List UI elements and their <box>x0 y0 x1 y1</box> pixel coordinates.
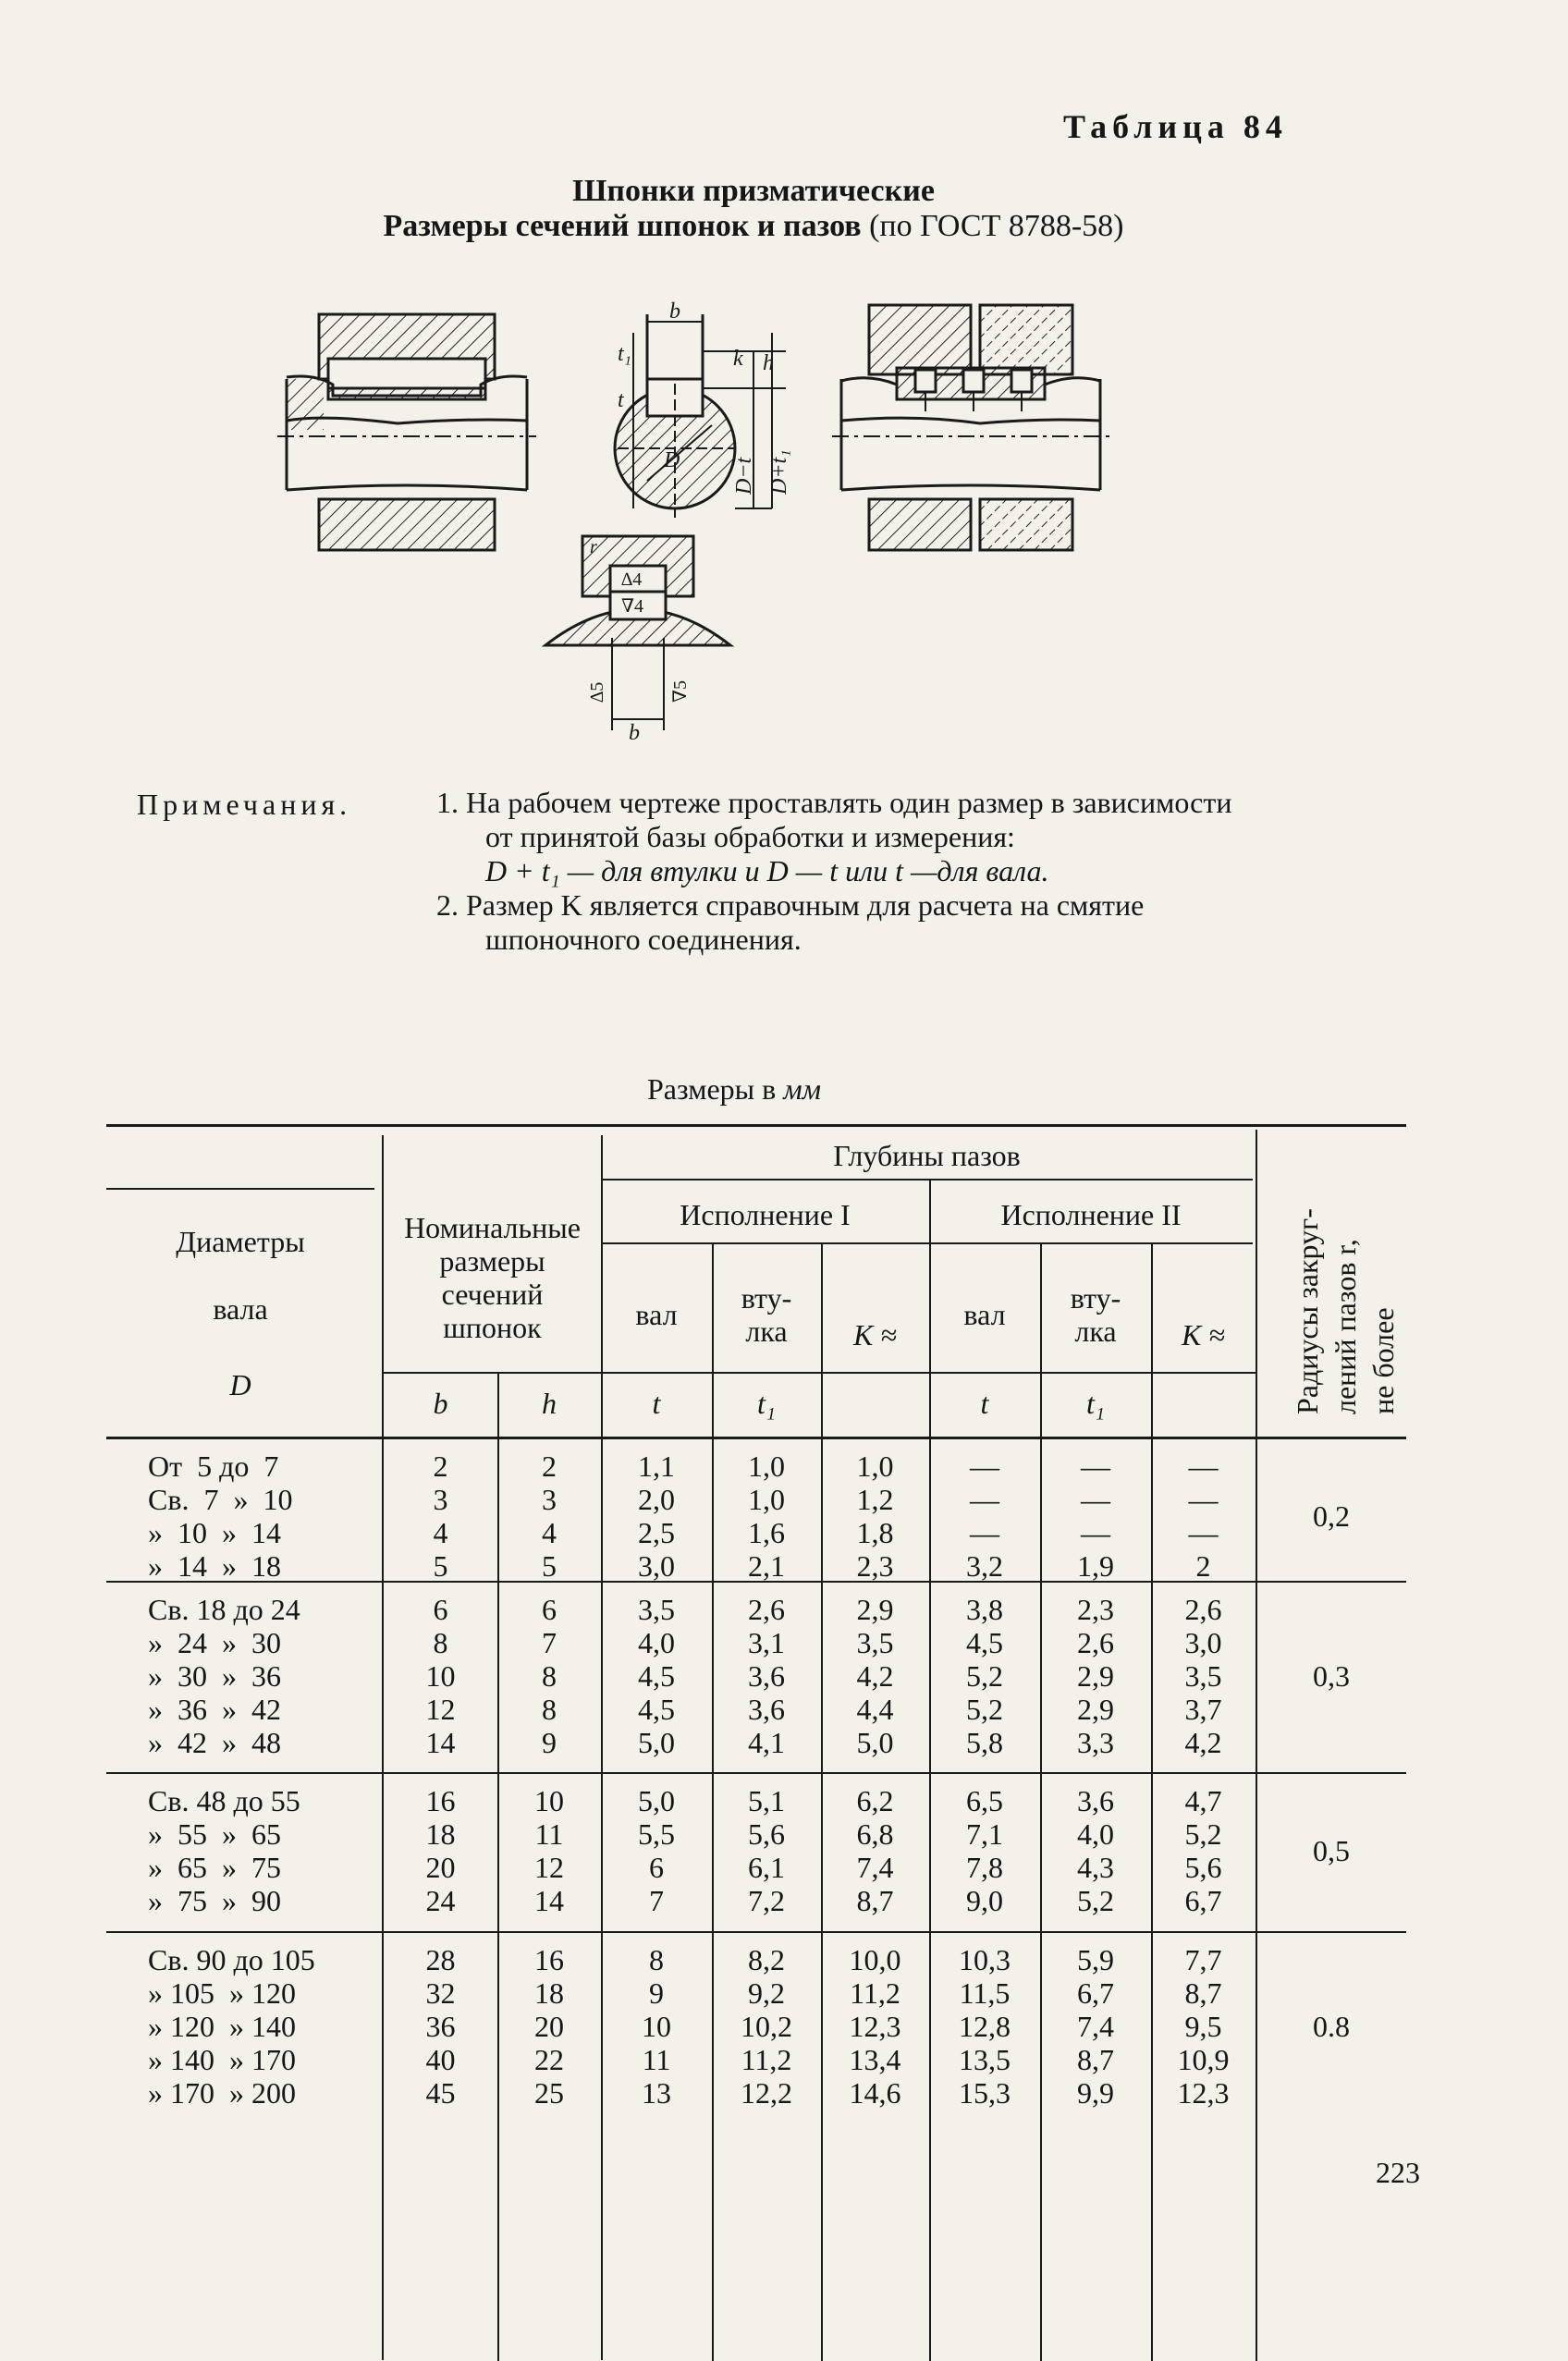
cell-t1: 12,2 <box>741 2076 792 2110</box>
cell-k: 5,0 <box>856 1726 894 1759</box>
cell-t12: 3,3 <box>1077 1726 1114 1759</box>
dim-b: b <box>669 300 680 324</box>
detail-view <box>545 536 730 745</box>
cell-h: 2 <box>542 1450 557 1483</box>
cell-t2: 4,5 <box>966 1626 1003 1659</box>
cell-k2: 10,9 <box>1177 2043 1230 2076</box>
cell-diameter: » 170 » 200 <box>148 2076 296 2110</box>
cell-t1: 4,1 <box>748 1726 785 1759</box>
header-h: h <box>542 1387 557 1420</box>
header-D: D <box>229 1368 251 1401</box>
cell-k: 1,8 <box>856 1516 894 1549</box>
header-radius-2: лений пазов r, <box>1329 1239 1362 1414</box>
cell-t2: 5,8 <box>966 1726 1003 1759</box>
header-rule-depths <box>601 1179 1253 1180</box>
cell-t2: 15,3 <box>959 2076 1011 2110</box>
cell-h: 8 <box>542 1693 557 1726</box>
cell-t1: 11,2 <box>741 2043 792 2076</box>
cell-h: 14 <box>534 1884 564 1917</box>
header-t1-1: t₁ <box>756 1387 776 1420</box>
cell-t1: 1,6 <box>748 1516 785 1549</box>
cell-t12: 2,9 <box>1077 1659 1114 1693</box>
cell-k: 8,7 <box>856 1884 894 1917</box>
cell-k: 12,3 <box>849 2010 901 2043</box>
header-radius-1: Радиусы закруг- <box>1291 1208 1324 1414</box>
cell-h: 3 <box>542 1483 557 1516</box>
cell-k2: 4,2 <box>1184 1726 1222 1759</box>
note-1-line-3: D + t₁ — для втулки и D — t или t —для вала. <box>485 854 1049 887</box>
cell-t12: 6,7 <box>1077 1976 1114 2010</box>
cell-t12: 5,9 <box>1077 1943 1114 1976</box>
note-2-line-1: 2. Размер K является справочным для расчета на смятие <box>436 888 1145 922</box>
header-depths: Глубины пазов <box>833 1139 1021 1172</box>
cell-b: 14 <box>425 1726 456 1759</box>
header-t-2: t <box>980 1387 989 1420</box>
cell-k2: — <box>1188 1516 1219 1549</box>
group-rule-3 <box>106 1931 1406 1933</box>
cell-t12: — <box>1081 1516 1110 1549</box>
cell-t1: 5,1 <box>748 1784 785 1817</box>
page-number: 223 <box>1376 2156 1420 2189</box>
table-header-rule <box>106 1437 1406 1439</box>
cell-t2: 5,2 <box>966 1693 1003 1726</box>
cell-h: 5 <box>542 1549 557 1583</box>
cell-radius: 0.8 <box>1313 2010 1350 2043</box>
left-view <box>277 314 536 550</box>
header-t1-2: t₁ <box>1085 1387 1105 1420</box>
cell-b: 2 <box>433 1450 448 1483</box>
cell-k: 3,5 <box>856 1626 894 1659</box>
cell-t12: 2,6 <box>1077 1626 1114 1659</box>
cell-k2: 3,5 <box>1184 1659 1222 1693</box>
cell-t2: — <box>970 1516 999 1549</box>
dim-D: D <box>664 448 680 472</box>
cell-t12: 8,7 <box>1077 2043 1114 2076</box>
header-exec-1: Исполнение I <box>680 1198 851 1231</box>
header-shaft-2: вал <box>963 1298 1006 1331</box>
cell-b: 12 <box>425 1693 456 1726</box>
cell-t12: — <box>1081 1450 1110 1483</box>
header-nominal-1: Номинальные <box>404 1211 581 1244</box>
cell-b: 4 <box>433 1516 448 1549</box>
cell-k2: — <box>1188 1483 1219 1516</box>
cell-t: 7 <box>649 1884 664 1917</box>
cell-k2: — <box>1188 1450 1219 1483</box>
header-hub-2b: лка <box>1074 1315 1117 1348</box>
cell-t: 5,0 <box>638 1784 675 1817</box>
cell-diameter: » 30 » 36 <box>148 1659 281 1693</box>
cell-t1: 10,2 <box>741 2010 792 2043</box>
vline-9 <box>1256 1130 1257 2361</box>
cell-t12: 3,6 <box>1077 1784 1114 1817</box>
cell-t1: 3,6 <box>748 1659 785 1693</box>
header-rule-diam <box>106 1188 374 1190</box>
cell-t1: 9,2 <box>748 1976 785 2010</box>
cell-diameter: » 24 » 30 <box>148 1626 281 1659</box>
right-view <box>832 305 1109 550</box>
cell-t1: 1,0 <box>748 1450 785 1483</box>
cell-k2: 9,5 <box>1184 2010 1222 2043</box>
cell-k2: 5,6 <box>1184 1851 1222 1884</box>
units-caption <box>647 1072 821 1107</box>
cell-b: 36 <box>425 2010 456 2043</box>
header-exec-2: Исполнение II <box>1000 1198 1182 1231</box>
cell-b: 28 <box>425 1943 456 1976</box>
cell-k: 4,2 <box>856 1659 894 1693</box>
cell-t12: 9,9 <box>1077 2076 1114 2110</box>
subtitle-bold: Размеры сечений шпонок и пазов <box>383 209 862 243</box>
header-nominal-3: сечений <box>441 1278 544 1311</box>
cell-t: 3,5 <box>638 1593 675 1626</box>
header-hub-1b: лка <box>745 1315 788 1348</box>
cell-k2: 6,7 <box>1184 1884 1222 1917</box>
cell-k2: 2,6 <box>1184 1593 1222 1626</box>
header-t-1: t <box>652 1387 661 1420</box>
dim-b-detail: b <box>629 721 640 745</box>
cell-t2: 3,8 <box>966 1593 1003 1626</box>
cell-t1: 7,2 <box>748 1884 785 1917</box>
cell-t1: 6,1 <box>748 1851 785 1884</box>
note-2-line-2: шпоночного соединения. <box>485 923 802 956</box>
finish-4b: ∇4 <box>621 596 643 617</box>
dim-D-plus-t1: D+t₁ <box>767 449 791 495</box>
cell-t: 11 <box>642 2043 671 2076</box>
cell-t2: — <box>970 1483 999 1516</box>
cell-diameter: Св. 90 до 105 <box>148 1943 315 1976</box>
cell-t12: — <box>1081 1483 1110 1516</box>
table-subtitle <box>0 209 1507 244</box>
notes-label: Примечания. <box>137 788 352 821</box>
cell-h: 9 <box>542 1726 557 1759</box>
cell-t1: 2,1 <box>748 1549 785 1583</box>
dim-h: h <box>763 351 774 375</box>
cell-k2: 12,3 <box>1177 2076 1230 2110</box>
cell-t: 4,5 <box>638 1693 675 1726</box>
header-diameters: Диаметры <box>176 1225 305 1258</box>
cell-b: 8 <box>433 1626 448 1659</box>
cell-t: 2,5 <box>638 1516 675 1549</box>
cell-t2: 10,3 <box>959 1943 1011 1976</box>
subtitle-standard: (по ГОСТ 8788-58) <box>861 209 1124 243</box>
cell-b: 32 <box>425 1976 456 2010</box>
cell-diameter: От 5 до 7 <box>148 1450 279 1483</box>
cell-diameter: Св. 48 до 55 <box>148 1784 300 1817</box>
finish-5b: ∇5 <box>670 680 691 703</box>
cell-h: 10 <box>534 1784 564 1817</box>
cell-diameter: » 75 » 90 <box>148 1884 281 1917</box>
header-shaft: вала <box>213 1292 268 1326</box>
cell-b: 3 <box>433 1483 448 1516</box>
cell-t2: 7,1 <box>966 1817 1003 1851</box>
dim-t1: t₁ <box>618 342 632 366</box>
cell-t2: 12,8 <box>959 2010 1011 2043</box>
cell-k: 13,4 <box>849 2043 901 2076</box>
header-rule-exec <box>601 1242 1253 1244</box>
cell-h: 16 <box>534 1943 564 1976</box>
cell-t: 2,0 <box>638 1483 675 1516</box>
cell-k: 6,8 <box>856 1817 894 1851</box>
dim-r: r <box>590 537 597 557</box>
cell-h: 22 <box>534 2043 564 2076</box>
note-1-line-2: от принятой базы обработки и измерения: <box>485 820 1015 853</box>
cell-k2: 4,7 <box>1184 1784 1222 1817</box>
cell-radius: 0,3 <box>1313 1659 1350 1693</box>
header-nominal-2: размеры <box>439 1244 545 1278</box>
cell-k: 4,4 <box>856 1693 894 1726</box>
cell-k2: 3,0 <box>1184 1626 1222 1659</box>
cell-t2: — <box>970 1450 999 1483</box>
cell-diameter: Св. 7 » 10 <box>148 1483 293 1516</box>
header-k-2: K ≈ <box>1182 1318 1225 1352</box>
cell-t: 13 <box>642 2076 671 2110</box>
dim-D-minus-t: D−t <box>732 457 756 495</box>
cell-b: 45 <box>425 2076 456 2110</box>
cell-t1: 1,0 <box>748 1483 785 1516</box>
header-hub-2a: вту- <box>1070 1281 1121 1315</box>
cell-t12: 4,0 <box>1077 1817 1114 1851</box>
vline-6 <box>929 1180 931 2361</box>
finish-5a: ∆5 <box>587 681 607 703</box>
cell-diameter: » 120 » 140 <box>148 2010 296 2043</box>
cell-diameter: Св. 18 до 24 <box>148 1593 300 1626</box>
cell-t12: 1,9 <box>1077 1549 1114 1583</box>
cell-b: 20 <box>425 1851 456 1884</box>
cell-t1: 3,6 <box>748 1693 785 1726</box>
cell-b: 5 <box>433 1549 448 1583</box>
cell-k2: 7,7 <box>1184 1943 1222 1976</box>
cell-t: 9 <box>649 1976 664 2010</box>
cell-t: 8 <box>649 1943 664 1976</box>
cell-k: 1,0 <box>856 1450 894 1483</box>
table-top-rule <box>106 1124 1406 1127</box>
cell-h: 25 <box>534 2076 564 2110</box>
dim-t: t <box>618 388 624 412</box>
cell-t2: 5,2 <box>966 1659 1003 1693</box>
cell-b: 24 <box>425 1884 456 1917</box>
units-unit: мм <box>783 1072 822 1106</box>
cell-k: 7,4 <box>856 1851 894 1884</box>
table-title: Шпонки призматические <box>572 174 935 208</box>
cell-k: 10,0 <box>849 1943 901 1976</box>
cell-t: 1,1 <box>638 1450 675 1483</box>
cell-t1: 2,6 <box>748 1593 785 1626</box>
cell-t1: 3,1 <box>748 1626 785 1659</box>
cell-t: 10 <box>642 2010 671 2043</box>
cell-t2: 3,2 <box>966 1549 1003 1583</box>
cell-k2: 5,2 <box>1184 1817 1222 1851</box>
cell-radius: 0,5 <box>1313 1834 1350 1867</box>
cell-t: 5,0 <box>638 1726 675 1759</box>
cell-b: 18 <box>425 1817 456 1851</box>
cell-h: 7 <box>542 1626 557 1659</box>
cell-b: 10 <box>425 1659 456 1693</box>
key-drawing <box>268 296 1211 749</box>
cell-t12: 4,3 <box>1077 1851 1114 1884</box>
units-text: Размеры в <box>647 1072 784 1106</box>
cell-k: 11,2 <box>850 1976 900 2010</box>
cell-diameter: » 55 » 65 <box>148 1817 281 1851</box>
cell-t: 3,0 <box>638 1549 675 1583</box>
cell-t: 4,5 <box>638 1659 675 1693</box>
cell-t2: 6,5 <box>966 1784 1003 1817</box>
cell-t: 6 <box>649 1851 664 1884</box>
header-hub-1a: вту- <box>741 1281 792 1315</box>
cell-k: 1,2 <box>856 1483 894 1516</box>
cell-h: 8 <box>542 1659 557 1693</box>
cell-k2: 3,7 <box>1184 1693 1222 1726</box>
group-rule-2 <box>106 1772 1406 1774</box>
cell-h: 20 <box>534 2010 564 2043</box>
cell-diameter: » 42 » 48 <box>148 1726 281 1759</box>
cell-diameter: » 65 » 75 <box>148 1851 281 1884</box>
note-1-line-1: 1. На рабочем чертеже проставлять один размер в зависимости <box>436 786 1232 819</box>
cell-k2: 2 <box>1195 1549 1211 1583</box>
cell-h: 4 <box>542 1516 557 1549</box>
cell-diameter: » 14 » 18 <box>148 1549 281 1583</box>
cell-k: 2,9 <box>856 1593 894 1626</box>
table-number: Таблица 84 <box>1063 108 1288 145</box>
cell-k: 2,3 <box>856 1549 894 1583</box>
cell-radius: 0,2 <box>1313 1499 1350 1533</box>
dim-k: k <box>733 347 743 371</box>
cell-diameter: » 105 » 120 <box>148 1976 296 2010</box>
cell-diameter: » 10 » 14 <box>148 1516 281 1549</box>
cell-t: 5,5 <box>638 1817 675 1851</box>
cell-h: 6 <box>542 1593 557 1626</box>
cell-b: 16 <box>425 1784 456 1817</box>
cell-diameter: » 140 » 170 <box>148 2043 296 2076</box>
cross-section <box>615 300 791 518</box>
cell-t12: 2,3 <box>1077 1593 1114 1626</box>
finish-4a: ∆4 <box>621 569 643 590</box>
cell-h: 18 <box>534 1976 564 2010</box>
cell-b: 40 <box>425 2043 456 2076</box>
header-shaft-1: вал <box>635 1298 678 1331</box>
cell-k: 6,2 <box>856 1784 894 1817</box>
cell-k: 14,6 <box>849 2076 901 2110</box>
header-nominal-4: шпонок <box>443 1311 542 1344</box>
cell-b: 6 <box>433 1593 448 1626</box>
cell-t1: 5,6 <box>748 1817 785 1851</box>
cell-diameter: » 36 » 42 <box>148 1693 281 1726</box>
cell-t1: 8,2 <box>748 1943 785 1976</box>
cell-t2: 7,8 <box>966 1851 1003 1884</box>
cell-t2: 9,0 <box>966 1884 1003 1917</box>
cell-t2: 11,5 <box>959 1976 1011 2010</box>
cell-t12: 5,2 <box>1077 1884 1114 1917</box>
cell-t12: 7,4 <box>1077 2010 1114 2043</box>
header-b: b <box>433 1387 448 1420</box>
header-radius-3: не более <box>1366 1307 1400 1414</box>
cell-k2: 8,7 <box>1184 1976 1222 2010</box>
cell-h: 12 <box>534 1851 564 1884</box>
cell-t2: 13,5 <box>959 2043 1011 2076</box>
header-k-1: K ≈ <box>853 1318 897 1352</box>
cell-t: 4,0 <box>638 1626 675 1659</box>
cell-t12: 2,9 <box>1077 1693 1114 1726</box>
cell-h: 11 <box>534 1817 564 1851</box>
